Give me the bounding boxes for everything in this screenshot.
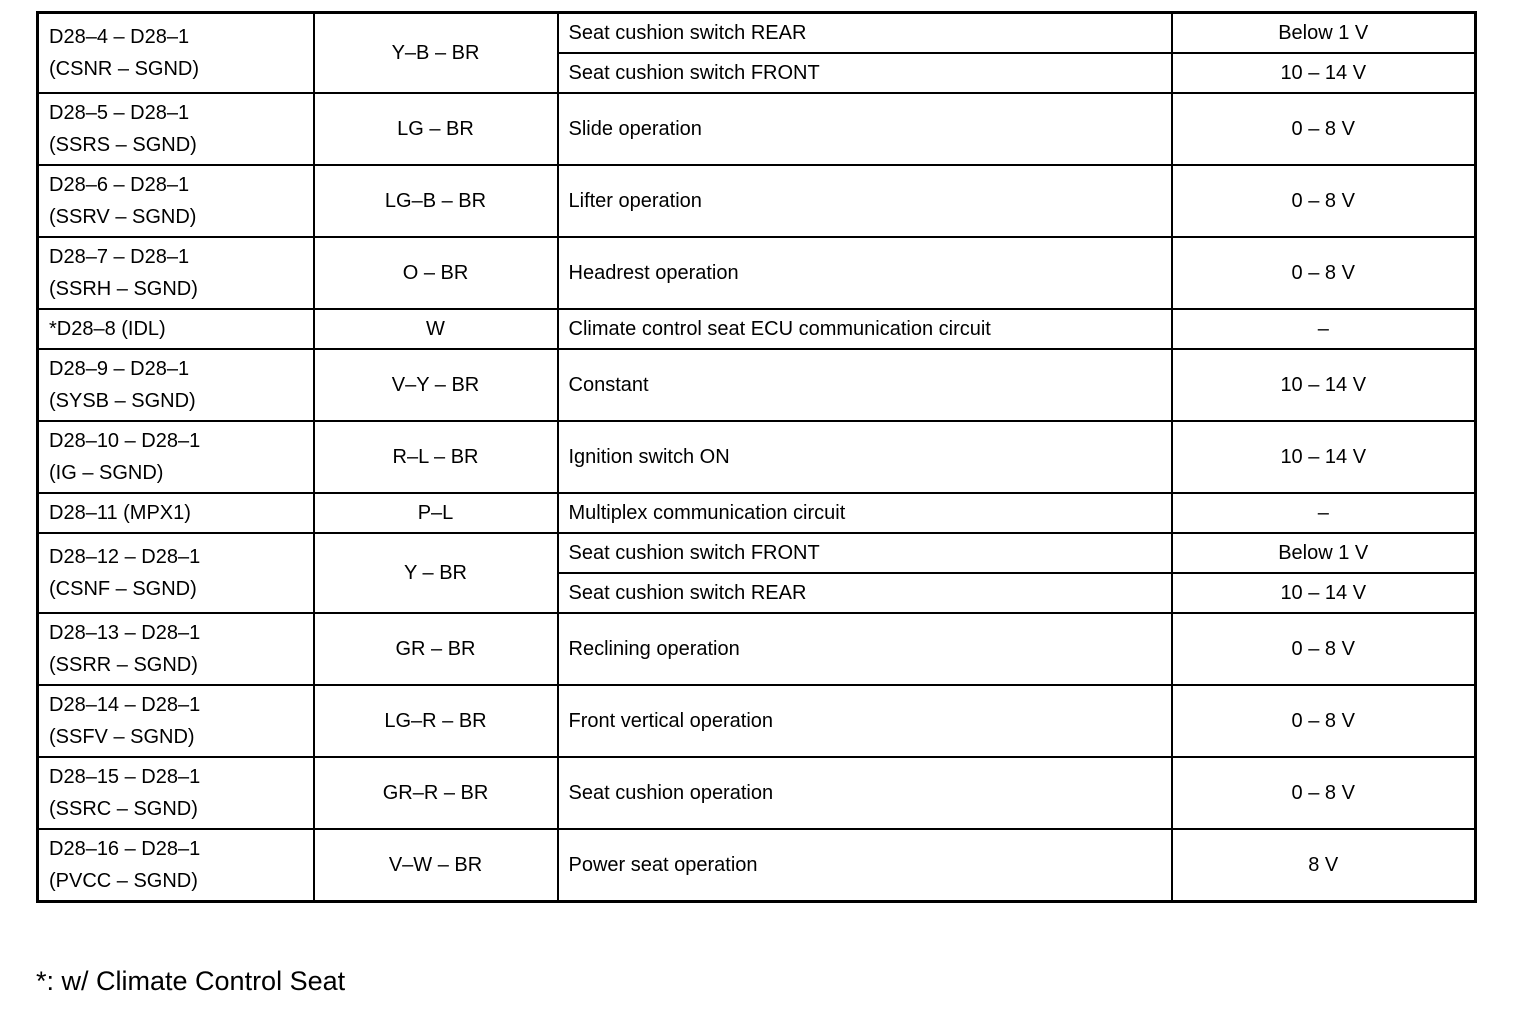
- specified-condition-cell: 0 – 8 V: [1172, 237, 1476, 309]
- footnote: *: w/ Climate Control Seat: [36, 966, 346, 996]
- table-row: [38, 237, 1476, 309]
- terminal-line: (SSRC – SGND): [49, 798, 198, 820]
- condition-cell: Seat cushion switch REAR: [558, 13, 1172, 54]
- wire-color-cell: Y–B – BR: [314, 13, 558, 94]
- terminal-line: D28–11 (MPX1): [49, 502, 191, 524]
- wire-color-cell: GR – BR: [314, 613, 558, 685]
- terminal-cell: [38, 757, 314, 829]
- terminal-line: (SSRS – SGND): [49, 134, 197, 156]
- condition-cell: Climate control seat ECU communication circuit: [558, 309, 1172, 349]
- specified-condition-cell: 0 – 8 V: [1172, 165, 1476, 237]
- terminal-cell: [38, 165, 314, 237]
- specified-condition-cell: 0 – 8 V: [1172, 93, 1476, 165]
- wire-color-cell: W: [314, 309, 558, 349]
- terminal-line: (SSRR – SGND): [49, 654, 198, 676]
- wire-color-cell: V–W – BR: [314, 829, 558, 902]
- condition-cell: Reclining operation: [558, 613, 1172, 685]
- terminal-line: (IG – SGND): [49, 462, 164, 484]
- terminal-cell: [38, 829, 314, 902]
- condition-cell: Seat cushion switch FRONT: [558, 533, 1172, 573]
- terminal-cell: [38, 685, 314, 757]
- terminal-line: (SSFV – SGND): [49, 726, 195, 748]
- specified-condition-cell: 10 – 14 V: [1172, 573, 1476, 613]
- table-row: [38, 685, 1476, 757]
- wire-color-cell: P–L: [314, 493, 558, 533]
- terminal-line: D28–13 – D28–1: [49, 622, 201, 644]
- specified-condition-cell: 8 V: [1172, 829, 1476, 902]
- terminal-line: *D28–8 (IDL): [49, 318, 166, 340]
- terminal-cell: [38, 13, 314, 94]
- condition-cell: Power seat operation: [558, 829, 1172, 902]
- condition-cell: Seat cushion operation: [558, 757, 1172, 829]
- terminal-line: (SYSB – SGND): [49, 390, 196, 412]
- terminal-cell: [38, 237, 314, 309]
- condition-cell: Ignition switch ON: [558, 421, 1172, 493]
- terminal-cell: [38, 93, 314, 165]
- table-row: [38, 93, 1476, 165]
- specified-condition-cell: 10 – 14 V: [1172, 421, 1476, 493]
- terminal-cell: [38, 613, 314, 685]
- table-row: [38, 165, 1476, 237]
- condition-cell: Slide operation: [558, 93, 1172, 165]
- terminal-line: D28–6 – D28–1: [49, 174, 190, 196]
- condition-cell: Multiplex communication circuit: [558, 493, 1172, 533]
- specified-condition-cell: –: [1172, 309, 1476, 349]
- terminal-cell: [38, 493, 314, 533]
- terminal-line: D28–4 – D28–1: [49, 26, 190, 48]
- specified-condition-cell: 0 – 8 V: [1172, 613, 1476, 685]
- wire-color-cell: Y – BR: [314, 533, 558, 613]
- terminal-line: (SSRH – SGND): [49, 278, 198, 300]
- wire-color-cell: LG–B – BR: [314, 165, 558, 237]
- table-row: [38, 421, 1476, 493]
- terminal-line: D28–16 – D28–1: [49, 838, 201, 860]
- terminal-line: D28–14 – D28–1: [49, 694, 201, 716]
- wire-color-cell: LG – BR: [314, 93, 558, 165]
- specified-condition-cell: Below 1 V: [1172, 13, 1476, 54]
- table-body: [38, 13, 1476, 902]
- terminal-line: (CSNR – SGND): [49, 58, 200, 80]
- condition-cell: Seat cushion switch REAR: [558, 573, 1172, 613]
- terminal-line: D28–7 – D28–1: [49, 246, 190, 268]
- table-row: [38, 309, 1476, 349]
- wire-color-cell: V–Y – BR: [314, 349, 558, 421]
- wire-color-cell: LG–R – BR: [314, 685, 558, 757]
- terminal-cell: [38, 349, 314, 421]
- terminal-line: D28–10 – D28–1: [49, 430, 201, 452]
- terminal-spec-table: [36, 11, 1477, 903]
- terminal-line: D28–5 – D28–1: [49, 102, 190, 124]
- condition-cell: Constant: [558, 349, 1172, 421]
- terminal-cell: [38, 309, 314, 349]
- terminal-cell: [38, 533, 314, 613]
- specified-condition-cell: 10 – 14 V: [1172, 53, 1476, 93]
- condition-cell: Lifter operation: [558, 165, 1172, 237]
- table-row: [38, 349, 1476, 421]
- specified-condition-cell: 0 – 8 V: [1172, 757, 1476, 829]
- table-row: [38, 493, 1476, 533]
- table-row: [38, 613, 1476, 685]
- wire-color-cell: R–L – BR: [314, 421, 558, 493]
- specified-condition-cell: 10 – 14 V: [1172, 349, 1476, 421]
- condition-cell: Headrest operation: [558, 237, 1172, 309]
- specified-condition-cell: 0 – 8 V: [1172, 685, 1476, 757]
- terminal-line: (CSNF – SGND): [49, 578, 197, 600]
- terminal-line: (PVCC – SGND): [49, 870, 198, 892]
- table-row: [38, 13, 1476, 54]
- terminal-line: D28–9 – D28–1: [49, 358, 190, 380]
- wire-color-cell: O – BR: [314, 237, 558, 309]
- terminal-cell: [38, 421, 314, 493]
- spec-page: [36, 11, 1474, 903]
- table-row: [38, 533, 1476, 573]
- terminal-line: D28–15 – D28–1: [49, 766, 201, 788]
- table-row: [38, 829, 1476, 902]
- terminal-line: D28–12 – D28–1: [49, 546, 201, 568]
- condition-cell: Seat cushion switch FRONT: [558, 53, 1172, 93]
- table-row: [38, 757, 1476, 829]
- specified-condition-cell: –: [1172, 493, 1476, 533]
- terminal-line: (SSRV – SGND): [49, 206, 197, 228]
- condition-cell: Front vertical operation: [558, 685, 1172, 757]
- wire-color-cell: GR–R – BR: [314, 757, 558, 829]
- specified-condition-cell: Below 1 V: [1172, 533, 1476, 573]
